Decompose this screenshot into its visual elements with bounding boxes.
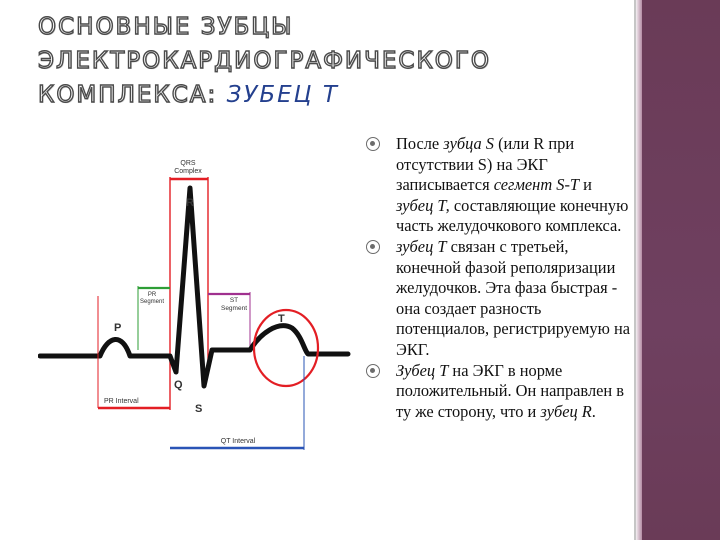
bullet-item: Зубец Т на ЭКГ в норме положительный. Он направлен в ту же сторону, что и зубец R.: [362, 361, 632, 423]
bullet-item: зубец Т связан с третьей, конечной фазой реполяризации желудочков. Эта фаза быстрая - она создает разность потенциалов, регистрируемую на ЭКГ.: [362, 237, 632, 361]
q-wave-label: Q: [174, 379, 183, 391]
title-accent: ЗУБЕЦ Т: [226, 82, 339, 108]
pr-interval-marker: [98, 296, 170, 408]
pr-segment-marker: [138, 286, 170, 350]
bullet-list: [362, 134, 632, 422]
st-segment-label-2: Segment: [220, 305, 248, 312]
s-wave-label: S: [195, 403, 203, 415]
pr-segment-label-2: Segment: [139, 299, 165, 305]
qrs-label: QRS: [180, 160, 196, 167]
ecg-diagram: [38, 150, 358, 480]
bullet-item: После зубца S (или R при отсутствии S) на ЭКГ записывается сегмент S-T и зубец Т, составляющие конечную часть желудочкового комплекса.: [362, 134, 632, 237]
t-wave-highlight-circle: [254, 310, 318, 386]
ecg-trace: [40, 188, 348, 386]
decorative-side-band: [636, 0, 720, 540]
qt-interval-label: QT Interval: [220, 438, 256, 445]
t-wave-label: T: [278, 313, 285, 325]
p-wave-label: P: [114, 322, 122, 334]
bullet-circle-icon: [366, 240, 380, 254]
st-segment-label-1: ST: [229, 297, 239, 304]
qt-interval-marker: [170, 356, 304, 450]
st-segment-marker: [208, 292, 250, 350]
pr-interval-label: PR Interval: [104, 398, 139, 405]
bullet-circle-icon: [366, 137, 380, 151]
r-wave-label: R: [186, 197, 194, 209]
pr-segment-label-1: PR: [147, 292, 157, 298]
slide-title: [38, 10, 598, 112]
complex-label: Complex: [174, 168, 202, 175]
title-main: ОСНОВНЫЕ ЗУБЦЫ ЭЛЕКТРОКАРДИОГРАФИЧЕСКОГО КОМПЛЕКСА:: [38, 14, 492, 108]
bullet-circle-icon: [366, 364, 380, 378]
